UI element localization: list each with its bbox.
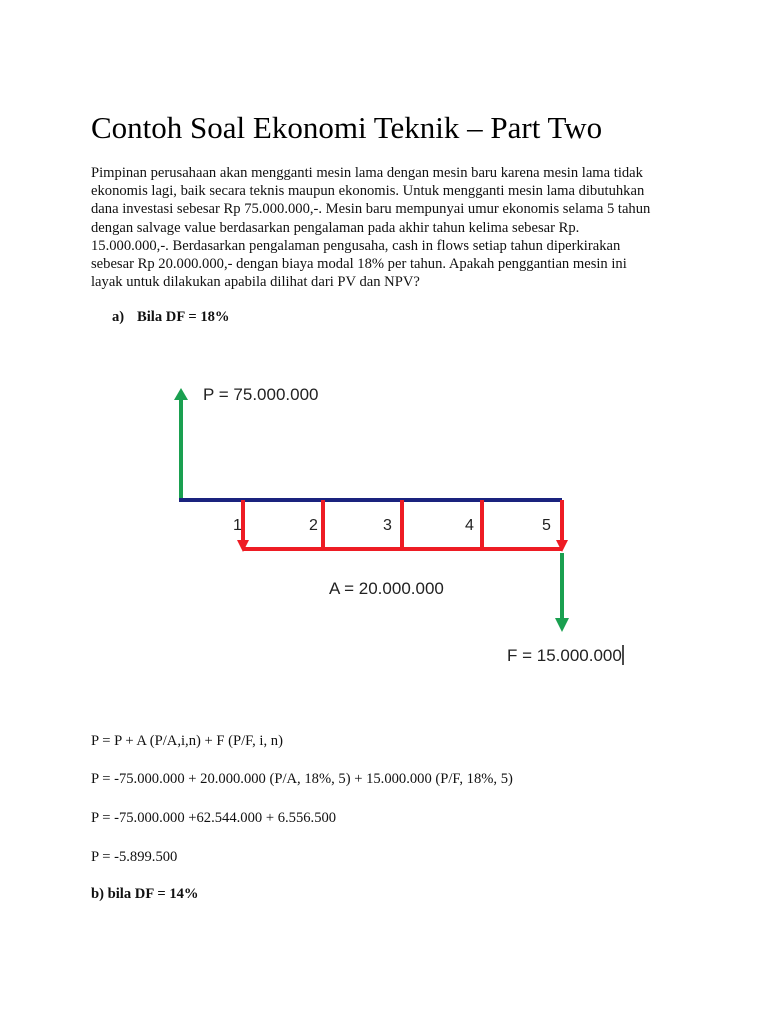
year-label-5: 5 — [542, 517, 551, 534]
paragraph-line: ekonomis lagi, baik secara teknis maupun ekonomis. Untuk mengganti mesin lama dibutuhkan — [91, 183, 645, 200]
paragraph-line: 15.000.000,-. Berdasarkan pengalaman pengusaha, cash in flows setiap tahun diperkirakan — [91, 237, 621, 254]
investment-label: P = 75.000.000 — [203, 385, 319, 404]
year-label-1: 1 — [233, 517, 242, 534]
year-label-3: 3 — [383, 517, 392, 534]
paragraph-line: sebesar Rp 20.000.000,- dengan biaya modal 18% per tahun. Apakah penggantian mesin ini — [91, 256, 627, 273]
paragraph-line: dengan salvage value berdasarkan pengalaman pada akhir tahun kelima sebesar Rp. — [91, 219, 580, 236]
formula-line: P = -5.899.500 — [91, 849, 178, 865]
investment-arrow-head — [174, 388, 188, 400]
paragraph-line: dana investasi sebesar Rp 75.000.000,-. Mesin baru mempunyai umur ekonomis selama 5 tahun — [91, 201, 651, 218]
salvage-label: F = 15.000.000 — [507, 646, 622, 665]
year-label-4: 4 — [465, 517, 474, 534]
paragraph-line: layak untuk dilakukan apabila dilihat dari PV dan NPV? — [91, 274, 420, 291]
year-label-2: 2 — [309, 517, 318, 534]
salvage-arrow-head — [555, 618, 569, 632]
annuity-label: A = 20.000.000 — [329, 579, 444, 598]
page-title: Contoh Soal Ekonomi Teknik – Part Two — [91, 110, 603, 145]
section-a-label: Bila DF = 18% — [137, 309, 230, 325]
formula-line: P = P + A (P/A,i,n) + F (P/F, i, n) — [91, 733, 283, 749]
section-b-heading: b) bila DF = 14% — [91, 886, 199, 902]
formula-line: P = -75.000.000 +62.544.000 + 6.556.500 — [91, 810, 337, 826]
paragraph-line: Pimpinan perusahaan akan mengganti mesin lama dengan mesin baru karena mesin lama tidak — [91, 165, 643, 181]
formula-line: P = -75.000.000 + 20.000.000 (P/A, 18%, 5) + 15.000.000 (P/F, 18%, 5) — [91, 771, 513, 787]
section-a-marker: a) — [112, 309, 125, 325]
